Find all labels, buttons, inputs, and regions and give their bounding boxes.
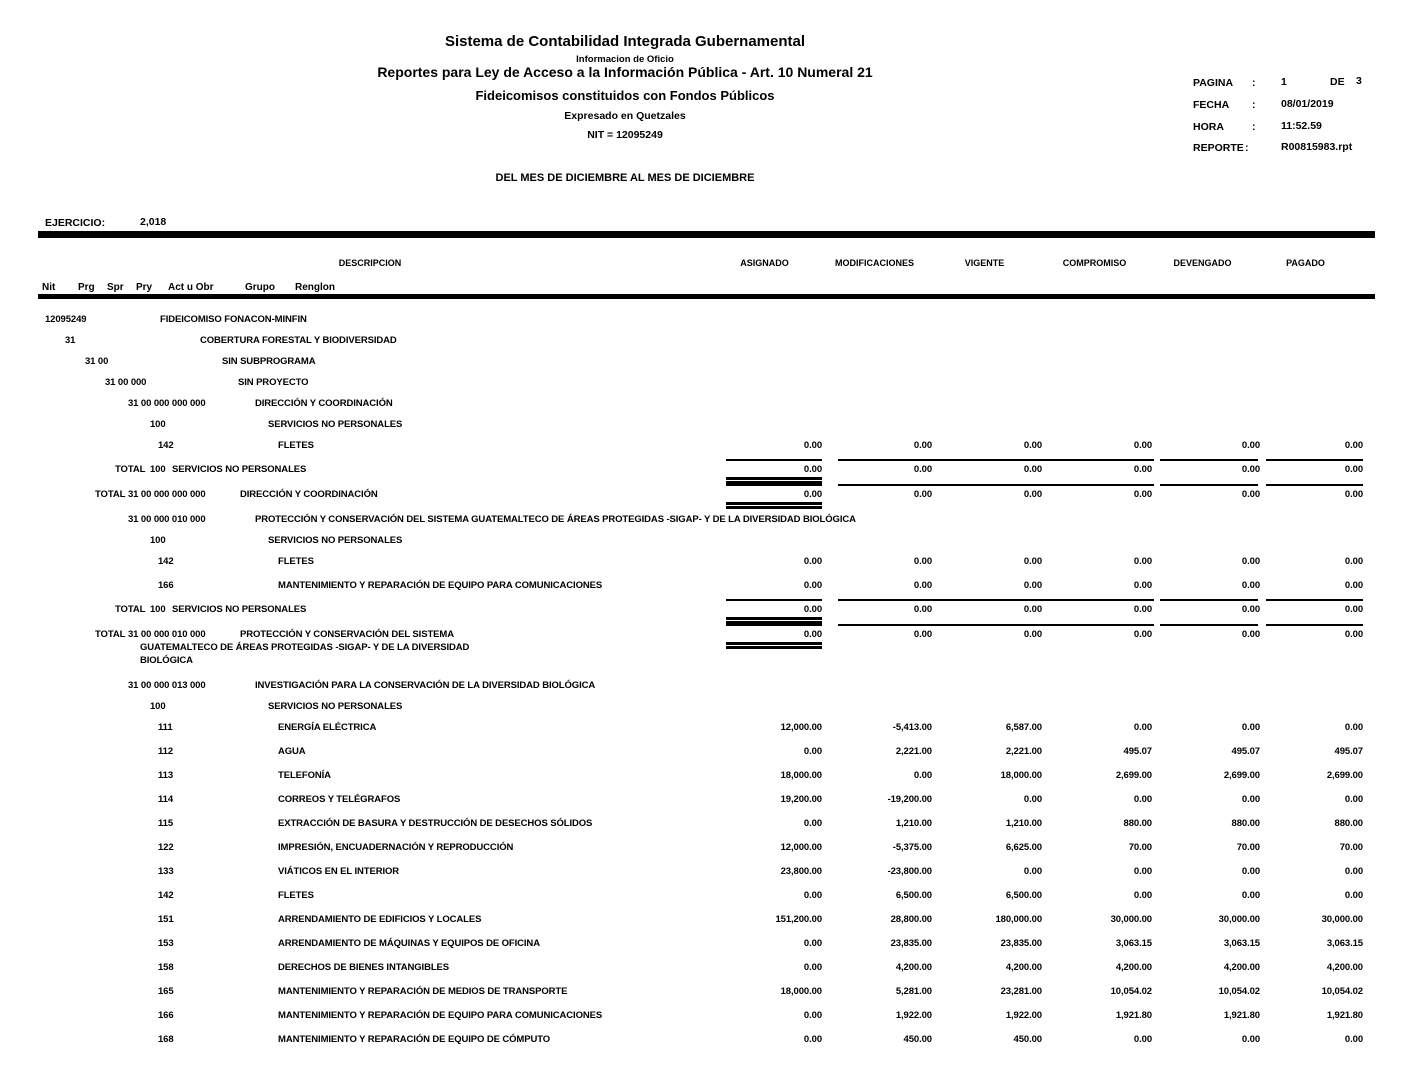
row-description: PROTECCIÓN Y CONSERVACIÓN DEL SISTEMA [240, 629, 454, 640]
value-cell: 18,000.00 [780, 986, 822, 997]
total-rule [838, 459, 1154, 461]
value-cell: 0.00 [1344, 866, 1363, 877]
value-cell: 1,210.00 [1005, 818, 1042, 829]
row-description: ARRENDAMIENTO DE MÁQUINAS Y EQUIPOS DE OFICINA [278, 938, 540, 949]
value-cell: 0.00 [1023, 440, 1042, 451]
value-cell: 0.00 [1133, 489, 1152, 500]
value-cell: 3,063.15 [1326, 938, 1363, 949]
row-code: 166 [158, 1010, 174, 1021]
value-cell: 0.00 [803, 818, 822, 829]
row-description: FLETES [278, 440, 314, 451]
row-code: 142 [158, 440, 174, 451]
row-code: 31 00 000 013 000 [128, 680, 206, 691]
period-line: DEL MES DE DICIEMBRE AL MES DE DICIEMBRE [495, 172, 755, 184]
table-row [0, 629, 1408, 680]
row-code: 100 [150, 419, 166, 430]
table-row [0, 770, 1408, 794]
row-code: 31 00 000 000 000 [128, 398, 206, 409]
value-cell: 495.07 [1334, 746, 1363, 757]
value-cell: 0.00 [803, 1034, 822, 1045]
value-cell: 0.00 [1133, 890, 1152, 901]
fecha-label: FECHA [1193, 99, 1230, 111]
table-row [0, 962, 1408, 986]
value-cell: 4,200.00 [1223, 962, 1260, 973]
total-rule [726, 459, 822, 461]
row-code: 113 [158, 770, 174, 781]
value-cell: 23,281.00 [1000, 986, 1042, 997]
row-code: 114 [158, 794, 174, 805]
row-description: VIÁTICOS EN EL INTERIOR [278, 866, 400, 877]
code-column-header: Grupo [245, 282, 275, 293]
value-cell: 1,921.80 [1326, 1010, 1363, 1021]
total-underline [726, 506, 822, 509]
value-cell: 0.00 [803, 440, 822, 451]
pagina-colon: : [1252, 77, 1256, 89]
value-cell: 495.07 [1123, 746, 1152, 757]
value-cell: 0.00 [1241, 1034, 1260, 1045]
total-rule [838, 599, 1154, 601]
value-cell: 0.00 [1344, 489, 1363, 500]
value-cell: 19,200.00 [780, 794, 822, 805]
value-cell: 0.00 [1344, 722, 1363, 733]
value-cell: 12,000.00 [780, 842, 822, 853]
value-cell: 0.00 [1133, 866, 1152, 877]
value-cell: 0.00 [1023, 580, 1042, 591]
value-cell: 880.00 [1123, 818, 1152, 829]
code-column-header: Prg [78, 282, 95, 293]
value-cell: 0.00 [913, 440, 932, 451]
table-row [0, 890, 1408, 914]
value-cell: 10,054.02 [1110, 986, 1152, 997]
value-cell: 0.00 [1241, 464, 1260, 475]
row-description: SERVICIOS NO PERSONALES [268, 535, 403, 546]
value-cell: 0.00 [1133, 580, 1152, 591]
table-row [0, 335, 1408, 356]
value-cell: 18,000.00 [780, 770, 822, 781]
row-description: FIDEICOMISO FONACON-MINFIN [160, 314, 307, 325]
code-column-header: Nit [42, 282, 56, 293]
table-row [0, 1034, 1408, 1058]
value-cell: 30,000.00 [1218, 914, 1260, 925]
value-cell: 0.00 [1023, 866, 1042, 877]
value-cell: 0.00 [803, 629, 822, 640]
row-code: 31 00 000 000 000 [128, 489, 206, 500]
table-row [0, 986, 1408, 1010]
value-cell: 0.00 [1344, 556, 1363, 567]
total-rule [726, 599, 822, 601]
value-cell: 0.00 [913, 604, 932, 615]
value-cell: 0.00 [803, 556, 822, 567]
row-code: 31 00 000 010 000 [128, 514, 206, 525]
pagina-value: 1 [1281, 76, 1287, 88]
table-row [0, 866, 1408, 890]
row-code: 168 [158, 1034, 174, 1045]
row-description: GUATEMALTECO DE ÁREAS PROTEGIDAS -SIGAP- Y DE LA DIVERSIDAD [140, 642, 470, 653]
row-description: SIN SUBPROGRAMA [222, 356, 316, 367]
row-description: PROTECCIÓN Y CONSERVACIÓN DEL SISTEMA GUATEMALTECO DE ÁREAS PROTEGIDAS -SIGAP- Y DE LA DIVERSIDAD BIOLÓGICA [255, 514, 856, 525]
row-code: 112 [158, 746, 174, 757]
total-rule [726, 484, 822, 486]
value-cell: -23,800.00 [887, 866, 932, 877]
value-cell: 2,699.00 [1326, 770, 1363, 781]
row-code: 31 00 000 010 000 [128, 629, 206, 640]
value-column-header: DEVENGADO [1173, 258, 1232, 268]
value-column-header: COMPROMISO [1062, 258, 1127, 268]
row-code: 100 [150, 464, 166, 475]
row-description: DIRECCIÓN Y COORDINACIÓN [255, 398, 393, 409]
value-cell: 0.00 [803, 489, 822, 500]
table-row [0, 842, 1408, 866]
value-column-header: MODIFICACIONES [834, 258, 914, 268]
value-column-header: VIGENTE [964, 258, 1005, 268]
row-code: 166 [158, 580, 174, 591]
report-title-3: Fideicomisos constituidos con Fondos Públicos [475, 88, 775, 103]
table-row [0, 794, 1408, 818]
nit-line: NIT = 12095249 [587, 129, 663, 141]
row-code: 122 [158, 842, 174, 853]
value-cell: 0.00 [1023, 629, 1042, 640]
row-code: 142 [158, 890, 174, 901]
row-description: MANTENIMIENTO Y REPARACIÓN DE MEDIOS DE TRANSPORTE [278, 986, 568, 997]
row-description: SERVICIOS NO PERSONALES [172, 464, 307, 475]
value-cell: 18,000.00 [1000, 770, 1042, 781]
value-cell: 0.00 [1344, 464, 1363, 475]
value-cell: 0.00 [803, 604, 822, 615]
value-column-header: PAGADO [1286, 258, 1325, 268]
table-row [0, 701, 1408, 722]
row-code: 133 [158, 866, 174, 877]
reporte-label: REPORTE [1193, 142, 1244, 154]
value-cell: 0.00 [803, 1010, 822, 1021]
value-cell: 450.00 [903, 1034, 932, 1045]
value-cell: 6,587.00 [1005, 722, 1042, 733]
row-code: 165 [158, 986, 174, 997]
row-code: 31 00 [85, 356, 109, 367]
row-code: 100 [150, 535, 166, 546]
value-cell: 0.00 [1344, 604, 1363, 615]
table-row [0, 377, 1408, 398]
value-cell: 180,000.00 [995, 914, 1042, 925]
value-column-header: ASIGNADO [740, 258, 789, 268]
value-cell: 0.00 [1241, 604, 1260, 615]
value-cell: 0.00 [1241, 722, 1260, 733]
row-code: 100 [150, 701, 166, 712]
value-cell: 0.00 [1344, 890, 1363, 901]
total-underline [726, 646, 822, 649]
value-cell: 0.00 [1344, 629, 1363, 640]
row-description: SERVICIOS NO PERSONALES [172, 604, 307, 615]
value-cell: 0.00 [1133, 604, 1152, 615]
code-column-header: Renglon [295, 282, 335, 293]
value-cell: 0.00 [803, 580, 822, 591]
table-row [0, 535, 1408, 556]
value-cell: 0.00 [1344, 440, 1363, 451]
value-cell: 450.00 [1013, 1034, 1042, 1045]
row-description: DIRECCIÓN Y COORDINACIÓN [240, 489, 378, 500]
value-cell: 1,922.00 [895, 1010, 932, 1021]
value-cell: 6,500.00 [1005, 890, 1042, 901]
value-cell: 0.00 [1133, 556, 1152, 567]
value-cell: 0.00 [913, 770, 932, 781]
value-cell: 2,221.00 [1005, 746, 1042, 757]
value-cell: 1,210.00 [895, 818, 932, 829]
total-label: TOTAL [115, 464, 146, 475]
value-cell: 4,200.00 [895, 962, 932, 973]
value-cell: 70.00 [1128, 842, 1152, 853]
value-cell: 0.00 [1023, 604, 1042, 615]
value-cell: 0.00 [1241, 794, 1260, 805]
value-cell: 0.00 [1023, 489, 1042, 500]
value-cell: 0.00 [1241, 866, 1260, 877]
row-code: 151 [158, 914, 174, 925]
total-rule [1160, 484, 1258, 486]
value-cell: 0.00 [803, 746, 822, 757]
value-cell: 880.00 [1334, 818, 1363, 829]
total-underline [726, 642, 822, 645]
value-cell: 0.00 [913, 629, 932, 640]
value-cell: 495.07 [1231, 746, 1260, 757]
fecha-value: 08/01/2019 [1281, 98, 1334, 110]
total-rule [1160, 624, 1258, 626]
table-row [0, 818, 1408, 842]
reporte-value: R00815983.rpt [1281, 141, 1353, 153]
row-code: 111 [158, 722, 173, 733]
value-cell: 0.00 [913, 580, 932, 591]
value-cell: 23,835.00 [890, 938, 932, 949]
table-row [0, 489, 1408, 514]
hora-value: 11:52.59 [1281, 120, 1322, 132]
row-description: AGUA [278, 746, 306, 757]
header-rule-bottom [38, 294, 1375, 299]
report-title: Sistema de Contabilidad Integrada Gubernamental [444, 33, 806, 50]
value-cell: 151,200.00 [775, 914, 822, 925]
value-cell: 2,699.00 [1115, 770, 1152, 781]
table-row [0, 556, 1408, 580]
code-column-header: Pry [136, 282, 153, 293]
total-rule [1266, 484, 1363, 486]
value-cell: 4,200.00 [1005, 962, 1042, 973]
value-cell: 10,054.02 [1321, 986, 1363, 997]
value-cell: 10,054.02 [1218, 986, 1260, 997]
value-cell: 0.00 [803, 938, 822, 949]
row-description: ARRENDAMIENTO DE EDIFICIOS Y LOCALES [278, 914, 482, 925]
row-code: 31 [65, 335, 76, 346]
pagina-label: PAGINA [1193, 77, 1234, 89]
fecha-colon: : [1252, 99, 1256, 111]
row-code: 158 [158, 962, 174, 973]
row-description: COBERTURA FORESTAL Y BIODIVERSIDAD [200, 335, 397, 346]
value-cell: 70.00 [1339, 842, 1363, 853]
row-code: 31 00 000 [105, 377, 147, 388]
value-cell: 0.00 [1133, 722, 1152, 733]
table-row [0, 398, 1408, 419]
total-rule [838, 484, 1154, 486]
header-rule-top [38, 231, 1375, 238]
total-underline [726, 477, 822, 480]
value-cell: 4,200.00 [1326, 962, 1363, 973]
total-rule [1266, 599, 1363, 601]
code-column-header: Act u Obr [168, 282, 214, 293]
report-title-2: Reportes para Ley de Acceso a la Información Pública - Art. 10 Numeral 21 [377, 64, 873, 80]
value-cell: 70.00 [1236, 842, 1260, 853]
total-rule [1160, 459, 1258, 461]
total-label: TOTAL [95, 489, 126, 500]
row-description: MANTENIMIENTO Y REPARACIÓN DE EQUIPO PARA COMUNICACIONES [278, 1010, 603, 1021]
table-row [0, 938, 1408, 962]
value-cell: 23,800.00 [780, 866, 822, 877]
value-cell: 0.00 [1133, 794, 1152, 805]
code-column-header: Spr [107, 282, 124, 293]
value-cell: 5,281.00 [895, 986, 932, 997]
row-description: MANTENIMIENTO Y REPARACIÓN DE EQUIPO PARA COMUNICACIONES [278, 580, 603, 591]
value-cell: 3,063.15 [1223, 938, 1260, 949]
value-cell: 1,921.80 [1223, 1010, 1260, 1021]
total-rule [1266, 624, 1363, 626]
pagina-total: 3 [1356, 75, 1362, 87]
currency-note: Expresado en Quetzales [564, 110, 686, 122]
table-row [0, 680, 1408, 701]
value-cell: -5,413.00 [892, 722, 932, 733]
total-label: TOTAL [115, 604, 146, 615]
total-rule [726, 624, 822, 626]
value-cell: 28,800.00 [890, 914, 932, 925]
value-cell: 0.00 [1133, 629, 1152, 640]
row-description: ENERGÍA ELÉCTRICA [278, 722, 377, 733]
value-cell: 0.00 [1241, 890, 1260, 901]
row-description: SERVICIOS NO PERSONALES [268, 701, 403, 712]
row-code: 115 [158, 818, 174, 829]
value-cell: 0.00 [913, 464, 932, 475]
table-row [0, 746, 1408, 770]
value-cell: 0.00 [1133, 440, 1152, 451]
value-cell: 3,063.15 [1115, 938, 1152, 949]
value-cell: 0.00 [1133, 464, 1152, 475]
value-cell: 0.00 [1133, 1034, 1152, 1045]
total-rule [1266, 459, 1363, 461]
total-underline [726, 502, 822, 505]
row-code: 153 [158, 938, 174, 949]
value-cell: 0.00 [913, 489, 932, 500]
reporte-colon: : [1245, 142, 1249, 154]
ejercicio-label: EJERCICIO: [45, 217, 106, 229]
row-description: MANTENIMIENTO Y REPARACIÓN DE EQUIPO DE CÓMPUTO [278, 1034, 551, 1045]
value-cell: 0.00 [1241, 440, 1260, 451]
row-description: FLETES [278, 890, 314, 901]
value-cell: 0.00 [1241, 556, 1260, 567]
value-cell: 12,000.00 [780, 722, 822, 733]
table-row [0, 914, 1408, 938]
row-description: EXTRACCIÓN DE BASURA Y DESTRUCCIÓN DE DESECHOS SÓLIDOS [278, 818, 593, 829]
value-cell: 0.00 [1344, 1034, 1363, 1045]
value-cell: 4,200.00 [1115, 962, 1152, 973]
table-row [0, 314, 1408, 335]
table-row [0, 356, 1408, 377]
row-code: 142 [158, 556, 174, 567]
value-cell: 0.00 [913, 556, 932, 567]
total-rule [1160, 599, 1258, 601]
row-description: SERVICIOS NO PERSONALES [268, 419, 403, 430]
value-cell: 0.00 [1023, 464, 1042, 475]
ejercicio-value: 2,018 [140, 216, 167, 228]
value-cell: 0.00 [1241, 629, 1260, 640]
value-cell: 30,000.00 [1321, 914, 1363, 925]
value-cell: 0.00 [803, 962, 822, 973]
value-cell: 2,221.00 [895, 746, 932, 757]
row-code: 100 [150, 604, 166, 615]
column-header-descripcion: DESCRIPCION [338, 258, 402, 268]
pagina-de: DE [1330, 76, 1345, 88]
row-code: 12095249 [45, 314, 87, 325]
value-cell: 0.00 [1344, 794, 1363, 805]
value-cell: 0.00 [803, 464, 822, 475]
row-description: DERECHOS DE BIENES INTANGIBLES [278, 962, 450, 973]
value-cell: -19,200.00 [887, 794, 932, 805]
value-cell: 23,835.00 [1000, 938, 1042, 949]
value-cell: 0.00 [803, 890, 822, 901]
total-underline [726, 617, 822, 620]
table-row [0, 1010, 1408, 1034]
row-description: BIOLÓGICA [140, 655, 193, 666]
total-rule [838, 624, 1154, 626]
value-cell: 0.00 [1023, 556, 1042, 567]
row-description: FLETES [278, 556, 314, 567]
total-label: TOTAL [95, 629, 126, 640]
hora-colon: : [1252, 121, 1256, 133]
value-cell: 6,625.00 [1005, 842, 1042, 853]
row-description: INVESTIGACIÓN PARA LA CONSERVACIÓN DE LA DIVERSIDAD BIOLÓGICA [255, 680, 596, 691]
value-cell: 1,922.00 [1005, 1010, 1042, 1021]
table-row [0, 722, 1408, 746]
value-cell: 0.00 [1023, 794, 1042, 805]
table-row [0, 419, 1408, 440]
table-row [0, 514, 1408, 535]
hora-label: HORA [1193, 121, 1224, 133]
value-cell: 30,000.00 [1110, 914, 1152, 925]
row-description: SIN PROYECTO [238, 377, 309, 388]
report-subtitle-small: Informacion de Oficio [576, 54, 674, 65]
value-cell: 2,699.00 [1223, 770, 1260, 781]
value-cell: 0.00 [1241, 489, 1260, 500]
value-cell: 880.00 [1231, 818, 1260, 829]
row-description: CORREOS Y TELÉGRAFOS [278, 794, 401, 805]
value-cell: -5,375.00 [892, 842, 932, 853]
value-cell: 0.00 [1344, 580, 1363, 591]
value-cell: 6,500.00 [895, 890, 932, 901]
row-description: TELEFONÍA [278, 770, 331, 781]
value-cell: 1,921.80 [1115, 1010, 1152, 1021]
value-cell: 0.00 [1241, 580, 1260, 591]
row-description: IMPRESIÓN, ENCUADERNACIÓN Y REPRODUCCIÓN [278, 842, 514, 853]
